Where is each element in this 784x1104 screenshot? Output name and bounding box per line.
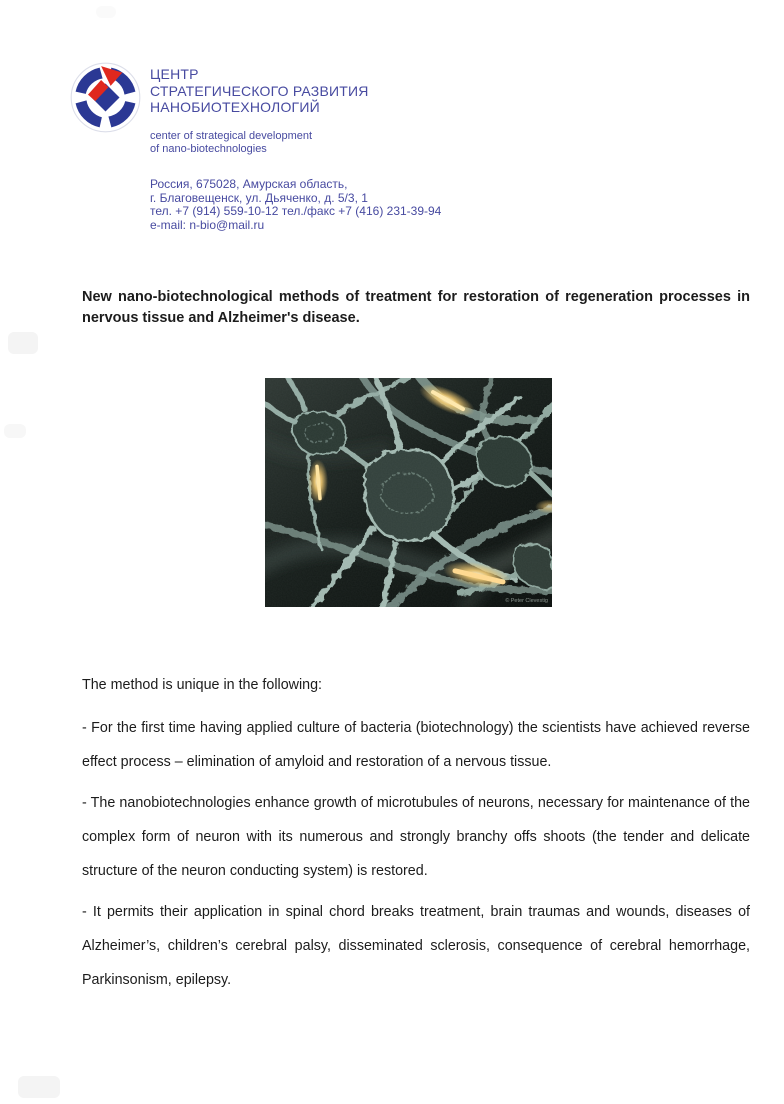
address-line-country: Россия, 675028, Амурская область, [150, 177, 348, 191]
bullet-paragraph-1: - For the first time having applied culture of bacteria (biotechnology) the scientists have achieved reverse effect process – elimination of amyloid and restoration of a nervous tissue. [82, 720, 750, 770]
scan-artifact [8, 332, 38, 354]
bullet-paragraph-2: - The nanobiotechnologies enhance growth of microtubules of neurons, necessary for maintenance of the complex form of neuron with its numerous and strongly branchy offs shoots (the tender and delicate structure of the neuron conducting system) is restored. [82, 795, 750, 879]
contact-address-block [150, 178, 441, 232]
document-title: New nano-biotechnological methods of treatment for restoration of regeneration processes in nervous tissue and Alzheimer's disease. [82, 289, 750, 326]
org-name-en-line: center of strategical development [150, 130, 313, 142]
pinwheel-logo-icon [69, 61, 142, 134]
org-name-en-line: of nano-biotechnologies [150, 142, 267, 155]
address-line-email: e-mail: n-bio@mail.ru [150, 217, 265, 232]
neurons-3d-render [265, 378, 552, 607]
organization-name-ru [150, 66, 369, 116]
neurons-figure-image [265, 378, 552, 607]
scan-artifact [18, 1076, 60, 1098]
organization-name-en [150, 130, 312, 155]
scan-artifact [96, 6, 116, 18]
org-name-line: СТРАТЕГИЧЕСКОГО РАЗВИТИЯ [150, 82, 369, 99]
address-line-phone: тел. +7 (914) 559-10-12 тел./факс +7 (416) 231-39-94 [150, 204, 442, 218]
intro-line: The method is unique in the following: [82, 677, 323, 693]
bullet-paragraph-3: - It permits their application in spinal chord breaks treatment, brain traumas and wounds, diseases of Alzheimer’s, children’s cerebral palsy, disseminated sclerosis, consequence of cerebral hemorrhage, Parkinsonism, epilepsy. [82, 904, 750, 988]
organization-logo-icon [69, 61, 142, 134]
address-line-street: г. Благовещенск, ул. Дьяченко, д. 5/3, 1 [150, 190, 368, 205]
figure-watermark: © Peter Clevestig [505, 597, 548, 604]
org-name-line: НАНОБИОТЕХНОЛОГИЙ [150, 99, 320, 115]
org-name-line: ЦЕНТР [150, 66, 199, 82]
document-body [82, 668, 750, 1004]
scan-artifact [4, 424, 26, 438]
